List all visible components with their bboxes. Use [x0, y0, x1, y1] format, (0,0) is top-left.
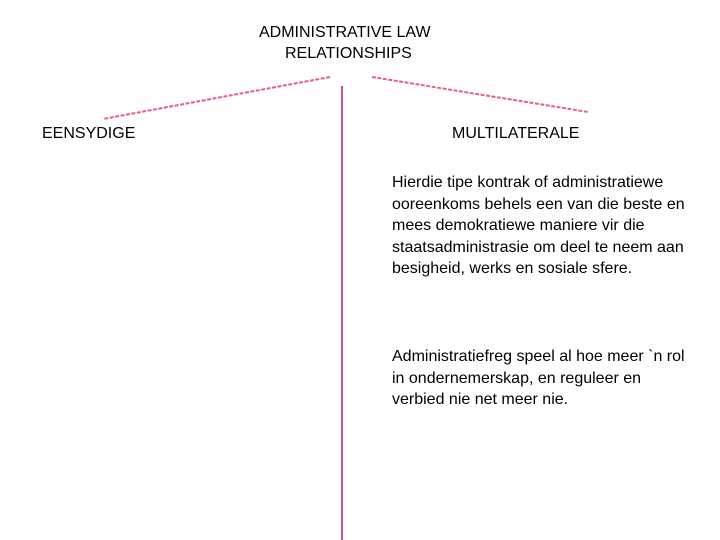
right-branch-label: MULTILATERALE	[452, 125, 580, 142]
diagram-title	[205, 22, 505, 64]
description-paragraph-2: Administratiefreg speel al hoe meer `n rol in ondernemerskap, en reguleer en verbied nie net meer nie.	[392, 348, 685, 408]
left-connector-line	[103, 77, 330, 119]
title-line-2: RELATIONSHIPS	[285, 45, 412, 62]
right-connector-line	[372, 77, 588, 112]
title-line-1: ADMINISTRATIVE LAW	[259, 24, 431, 41]
left-branch-label: EENSYDIGE	[42, 125, 136, 142]
description-paragraph-1: Hierdie tipe kontrak of administratiewe ooreenkoms behels een van die beste en mees demokratiewe maniere vir die staatsadministrasie om deel te neem aan besigheid, werks en sosiale sfere.	[392, 174, 685, 277]
